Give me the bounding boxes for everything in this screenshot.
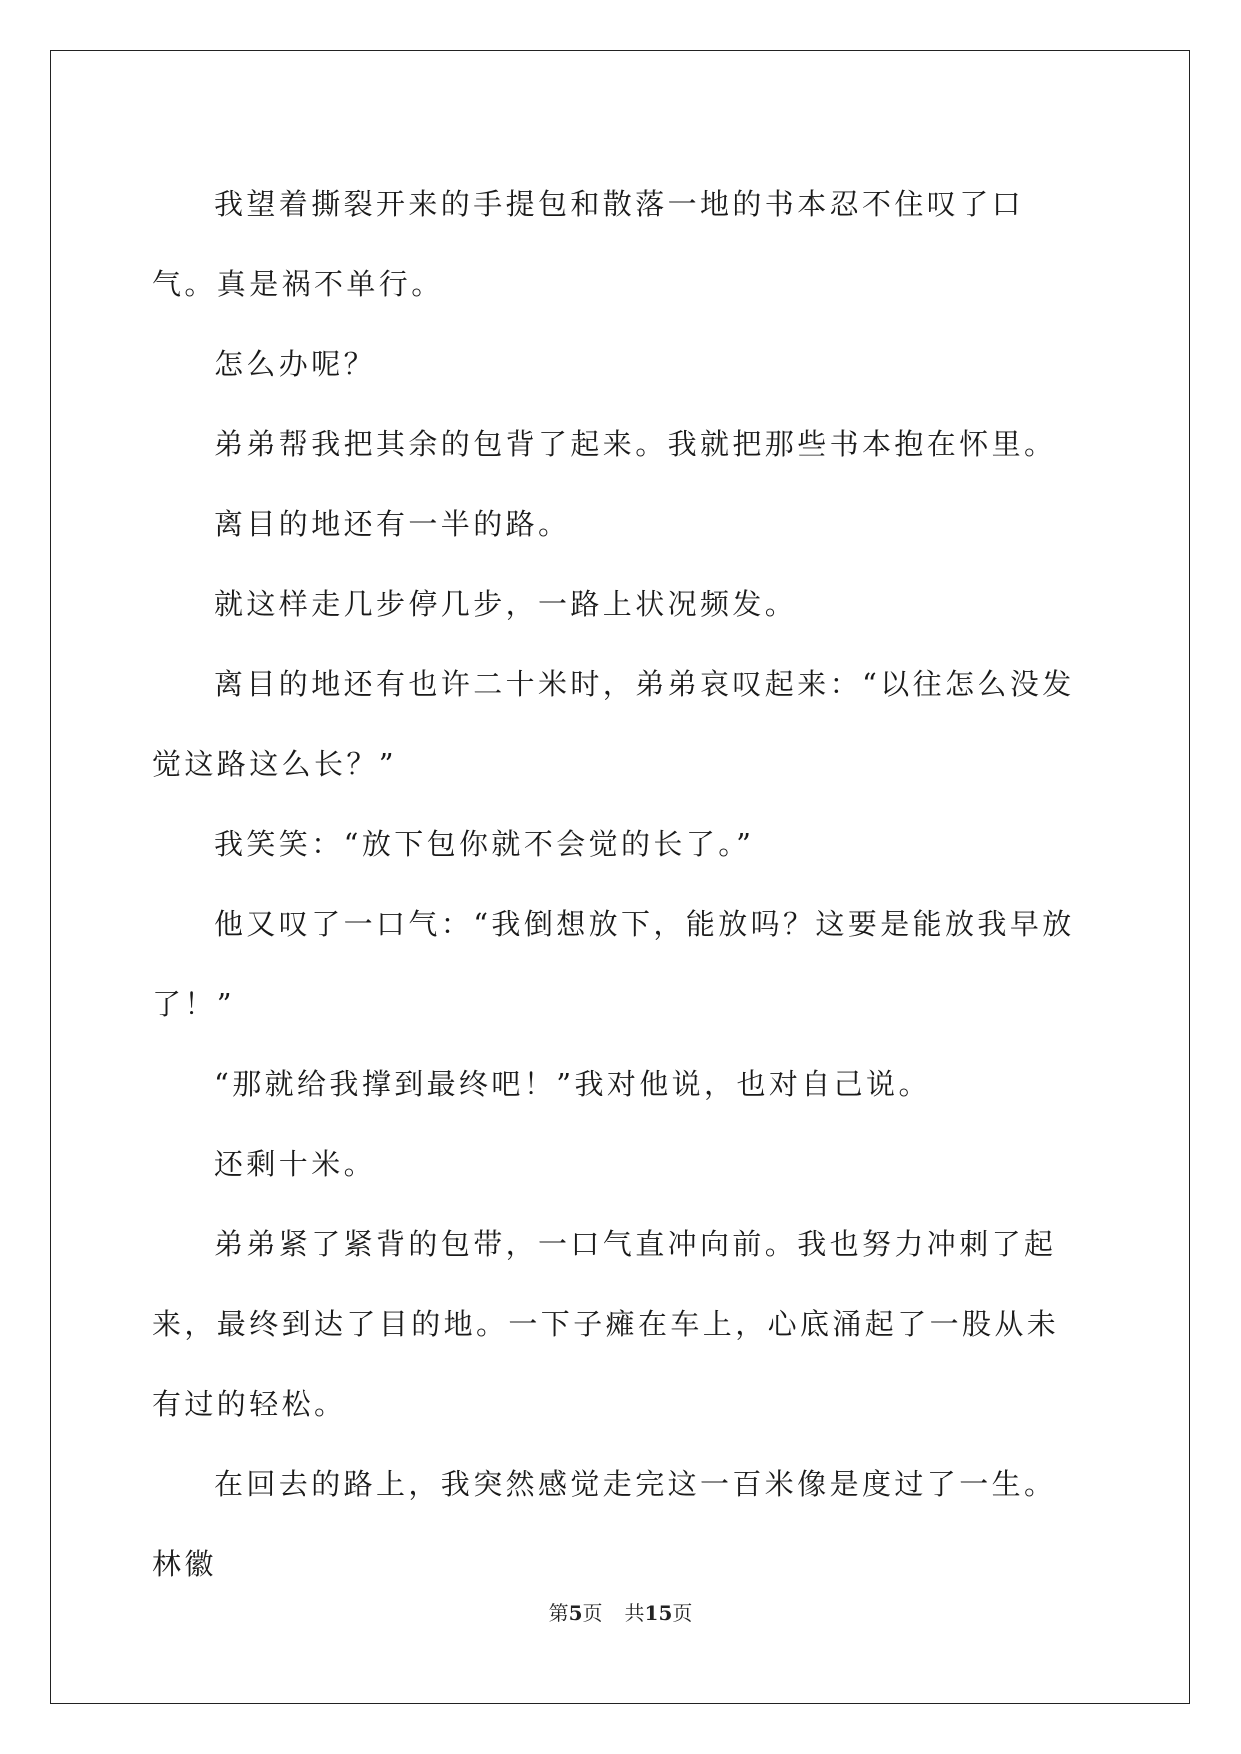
document-body	[152, 164, 1087, 1604]
page-footer	[0, 1597, 1241, 1626]
paragraph: 他又叹了一口气：“我倒想放下，能放吗？这要是能放我早放了！”	[152, 907, 1075, 1021]
paragraph: 离目的地还有一半的路。	[214, 507, 571, 541]
paragraph: 我望着撕裂开来的手提包和散落一地的书本忍不住叹了口气。真是祸不单行。	[152, 187, 1025, 301]
page-label-prefix: 第	[548, 1601, 569, 1625]
paragraph: 弟弟帮我把其余的包背了起来。我就把那些书本抱在怀里。	[214, 427, 1057, 461]
paragraph: 离目的地还有也许二十米时，弟弟哀叹起来：“以往怎么没发觉这路这么长？”	[152, 667, 1075, 781]
paragraph: 我笑笑：“放下包你就不会觉的长了。”	[214, 827, 755, 861]
paragraph: 还剩十米。	[214, 1147, 377, 1181]
paragraph: 怎么办呢？	[214, 347, 377, 381]
total-label-suffix: 页	[672, 1601, 693, 1625]
paragraph: 弟弟紧了紧背的包带，一口气直冲向前。我也努力冲刺了起来，最终到达了目的地。一下子瘫在车上，心底涌起了一股从未有过的轻松。	[152, 1227, 1060, 1421]
total-pages: 15	[644, 1601, 673, 1625]
paragraph: 就这样走几步停几步，一路上状况频发。	[214, 587, 798, 621]
page-number: 5	[568, 1601, 583, 1625]
total-label-prefix: 共	[624, 1601, 645, 1625]
paragraph: 在回去的路上，我突然感觉走完这一百米像是度过了一生。林徽	[152, 1467, 1057, 1581]
paragraph: “那就给我撑到最终吧！”我对他说，也对自己说。	[214, 1067, 931, 1101]
page-label-suffix: 页	[582, 1601, 603, 1625]
